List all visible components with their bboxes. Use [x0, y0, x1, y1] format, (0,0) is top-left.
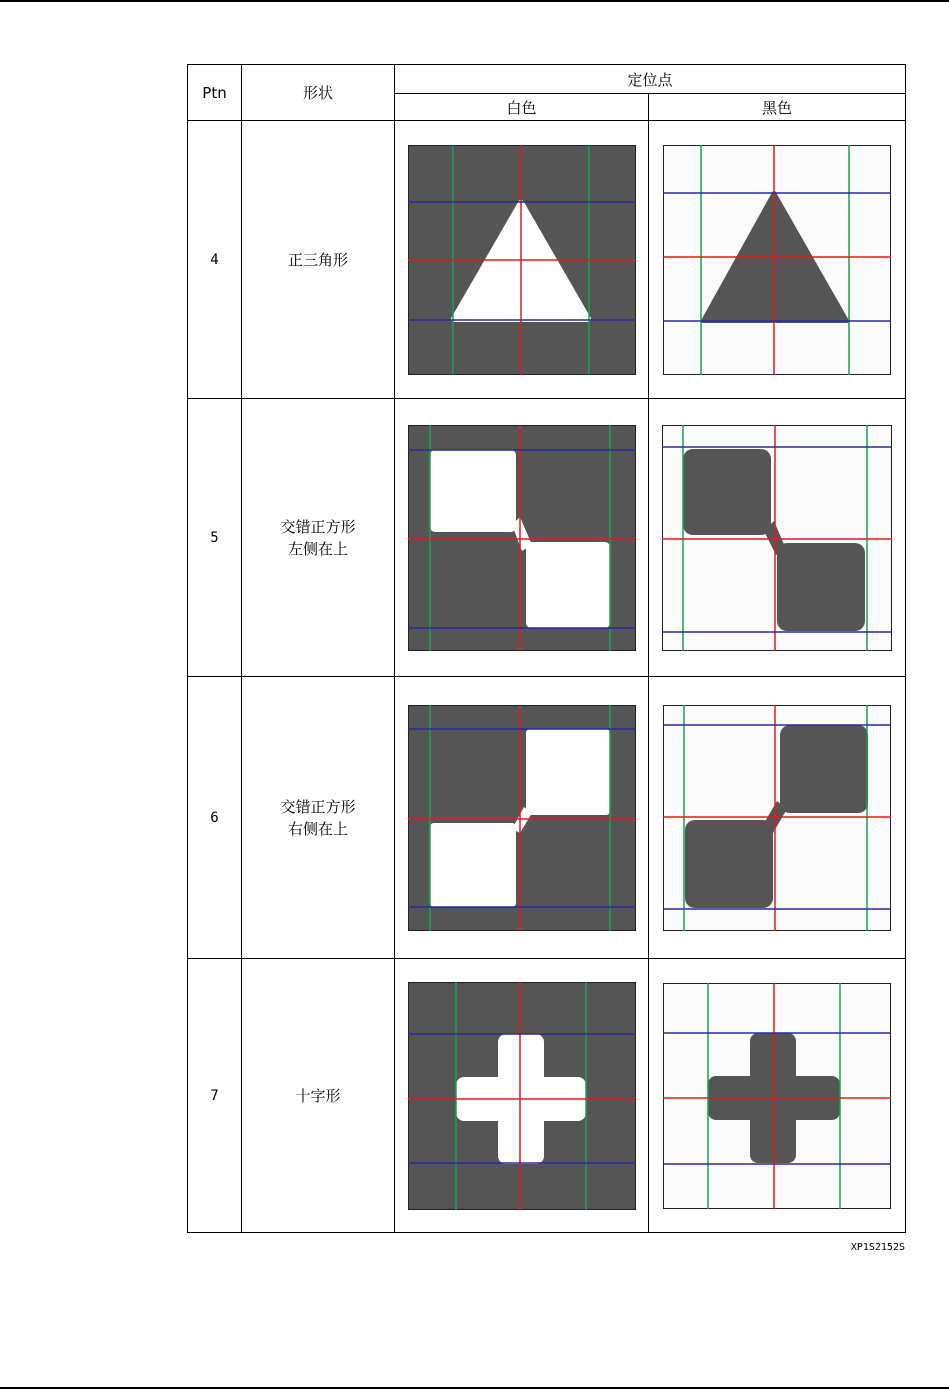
white-image-cell: [395, 677, 649, 959]
table-row: [188, 121, 906, 399]
white-image-cell: [395, 959, 649, 1233]
header-shape: 形状: [242, 65, 395, 121]
black-image-cell: [649, 959, 906, 1233]
shape-line: 右侧在上: [287, 819, 348, 838]
stagger-right-white-image: [408, 705, 636, 931]
figure-code: XP1S2152S: [850, 1242, 905, 1253]
ptn-cell: 7: [188, 959, 242, 1233]
table-row: [188, 677, 906, 959]
cross-white-image: [408, 982, 636, 1210]
stagger-right-black-image: [663, 705, 891, 931]
stagger-left-black-image: [662, 425, 892, 651]
triangle-white-image: [408, 145, 636, 375]
ptn-cell: 6: [188, 677, 242, 959]
header-black: 黑色: [649, 94, 906, 121]
header-white: 白色: [395, 94, 649, 121]
top-rule: [0, 0, 949, 2]
triangle-black-image: [663, 145, 891, 375]
shape-cell: [242, 399, 395, 677]
ptn-cell: 4: [188, 121, 242, 399]
black-image-cell: [649, 399, 906, 677]
black-image-cell: [649, 677, 906, 959]
shape-line: 交错正方形: [280, 517, 356, 536]
positioning-pattern-table: [187, 64, 906, 1233]
bottom-rule: [0, 1387, 949, 1389]
table-row: [188, 959, 906, 1233]
white-image-cell: [395, 399, 649, 677]
shape-line: 正三角形: [287, 250, 348, 269]
ptn-cell: 5: [188, 399, 242, 677]
shape-cell: [242, 677, 395, 959]
black-image-cell: [649, 121, 906, 399]
stagger-left-white-image: [408, 425, 636, 651]
shape-line: 左侧在上: [287, 539, 348, 558]
white-image-cell: [395, 121, 649, 399]
shape-cell: [242, 121, 395, 399]
cross-black-image: [663, 983, 891, 1209]
table-row: [188, 399, 906, 677]
header-positioning: 定位点: [395, 65, 906, 94]
shape-cell: [242, 959, 395, 1233]
shape-line: 交错正方形: [280, 797, 356, 816]
shape-line: 十字形: [295, 1086, 341, 1105]
header-ptn: Ptn: [188, 65, 242, 121]
